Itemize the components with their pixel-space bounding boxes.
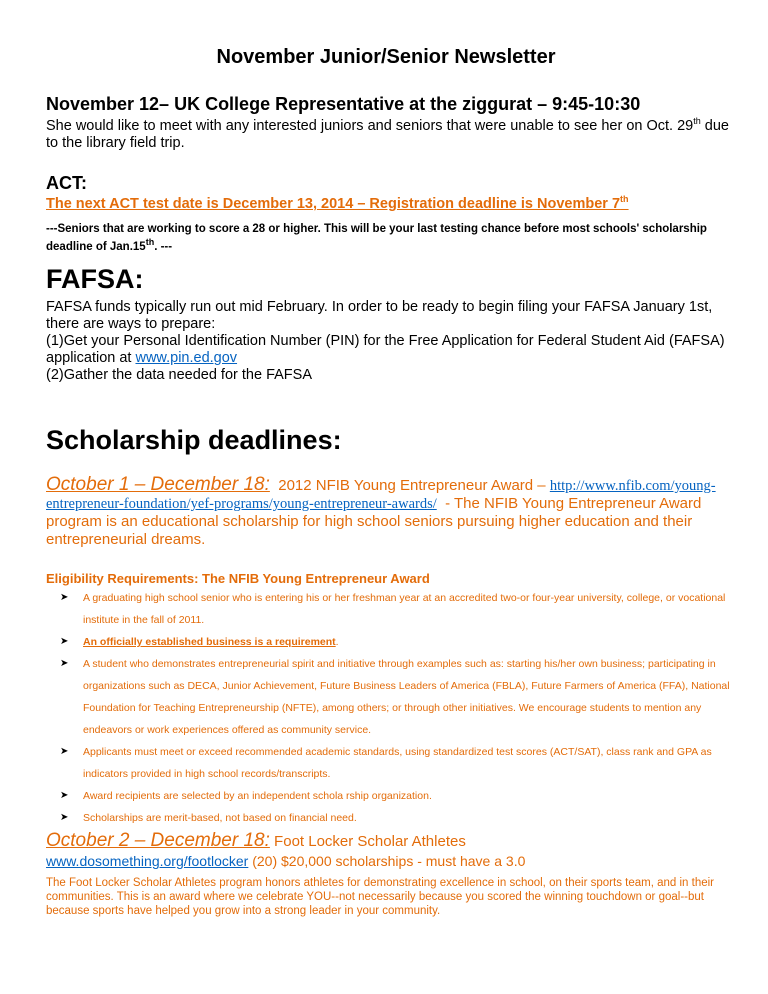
scholarship-heading: Scholarship deadlines: xyxy=(46,425,342,455)
nfib-eligibility-heading: Eligibility Requirements: The NFIB Young Entrepreneur Award xyxy=(46,571,430,586)
fafsa-para: FAFSA funds typically run out mid February. In order to be ready to begin filing your FAFSA January 1st, there are ways to prepare: xyxy=(46,299,713,332)
nfib-name: 2012 NFIB Young Entrepreneur Award – xyxy=(269,477,550,494)
arrow-bullet-icon: ➤ xyxy=(60,790,69,801)
arrow-bullet-icon: ➤ xyxy=(60,812,69,823)
pin-link[interactable]: www.pin.ed.gov xyxy=(135,350,238,366)
act-note-a: ---Seniors that are working to score a 28 or higher. This will be your last testing chance before most schools' scholarship deadline of Jan.15 xyxy=(46,223,707,253)
bullet-text: An officially established business is a requirement xyxy=(83,636,336,648)
bullet-text: Applicants must meet or exceed recommended academic standards, using standardized test scores (ACT/SAT), class rank and GPA as indicators provided in high school records/transcripts. xyxy=(83,746,712,780)
footlocker-link[interactable]: www.dosomething.org/footlocker xyxy=(46,853,249,869)
fafsa-step1 xyxy=(46,333,736,367)
footlocker-desc: The Foot Locker Scholar Athletes program honors athletes for demonstrating excellence in school, on their sports team, and in their communities. This is an award where we celebrate YOU--not necessarily because you scored the winning touchdown or goal--but because sports have helped you grow into a strong leader in your community. xyxy=(46,877,714,917)
arrow-bullet-icon: ➤ xyxy=(60,658,69,669)
nov12-text-b: due to the library field trip. xyxy=(46,118,729,151)
act-heading: ACT: xyxy=(46,173,87,193)
nov12-heading: November 12– UK College Representative at the ziggurat – 9:45-10:30 xyxy=(46,94,641,114)
arrow-bullet-icon: ➤ xyxy=(60,746,69,757)
nfib-eligibility-list xyxy=(60,587,740,829)
footlocker-name: Foot Locker Scholar Athletes xyxy=(269,833,466,850)
arrow-bullet-icon: ➤ xyxy=(60,592,69,603)
bullet-text: A student who demonstrates entrepreneurial spirit and initiative through examples such as: starting his/her own business; participating in organizations such as DECA, Junior Achievement, Future Business Leaders of America (FBLA), Future Farmers of America (FFA), National Foundation for Teaching Entrepreneurship (NFTE), among others; or through other initiatives. We encourage students to mention any endeavors or work experiences offered as community service. xyxy=(83,658,730,736)
page-title: November Junior/Senior Newsletter xyxy=(216,46,556,68)
nfib-desc: - The NFIB Young Entrepreneur Award program is an educational scholarship for high school seniors pursuing higher education and their entrepreneurial dreams. xyxy=(46,495,706,548)
bullet-text: Award recipients are selected by an independent schola rship organization. xyxy=(83,790,432,802)
bullet-text: Scholarships are merit-based, not based on financial need. xyxy=(83,812,357,824)
list-item xyxy=(60,741,740,785)
nov12-text xyxy=(46,118,736,152)
nfib-link[interactable]: http://www.nfib.com/young-entrepreneur-foundation/yef-programs/young-entrepreneur-awards/ xyxy=(46,478,716,512)
act-date-line xyxy=(46,196,629,212)
nfib-date: October 1 – December 18: xyxy=(46,474,270,495)
scholarship-footlocker xyxy=(46,831,466,852)
nov12-text-a: She would like to meet with any interested juniors and seniors that were unable to see her on Oct. 29 xyxy=(46,118,694,134)
fafsa-text xyxy=(46,299,736,384)
arrow-bullet-icon: ➤ xyxy=(60,636,69,647)
list-item xyxy=(60,631,740,653)
fafsa-heading: FAFSA: xyxy=(46,264,144,294)
bullet-text: A graduating high school senior who is entering his or her freshman year at an accredited two-or four-year university, college, or vocational institute in the fall of 2011. xyxy=(83,592,726,626)
fafsa-step1-text: (1)Get your Personal Identification Number (PIN) for the Free Application for Federal Student Aid (FAFSA) application at xyxy=(46,333,725,366)
act-line-text: The next ACT test date is December 13, 2014 – Registration deadline is November 7 xyxy=(46,196,621,212)
footlocker-link-line xyxy=(46,853,525,869)
list-item xyxy=(60,653,740,741)
fafsa-step2: (2)Gather the data needed for the FAFSA xyxy=(46,367,312,383)
act-line-sup: th xyxy=(620,194,629,205)
bullet-tail: . xyxy=(335,636,339,648)
act-note-b: . --- xyxy=(154,241,173,253)
list-item xyxy=(60,807,740,829)
act-note xyxy=(46,220,736,256)
list-item xyxy=(60,785,740,807)
scholarship-nfib xyxy=(46,476,736,549)
footlocker-amount: (20) $20,000 scholarships - must have a 3.0 xyxy=(248,853,526,869)
list-item xyxy=(60,587,740,631)
act-note-sup: th xyxy=(145,237,155,248)
nov12-sup: th xyxy=(693,116,701,127)
footlocker-date: October 2 – December 18: xyxy=(46,830,270,851)
